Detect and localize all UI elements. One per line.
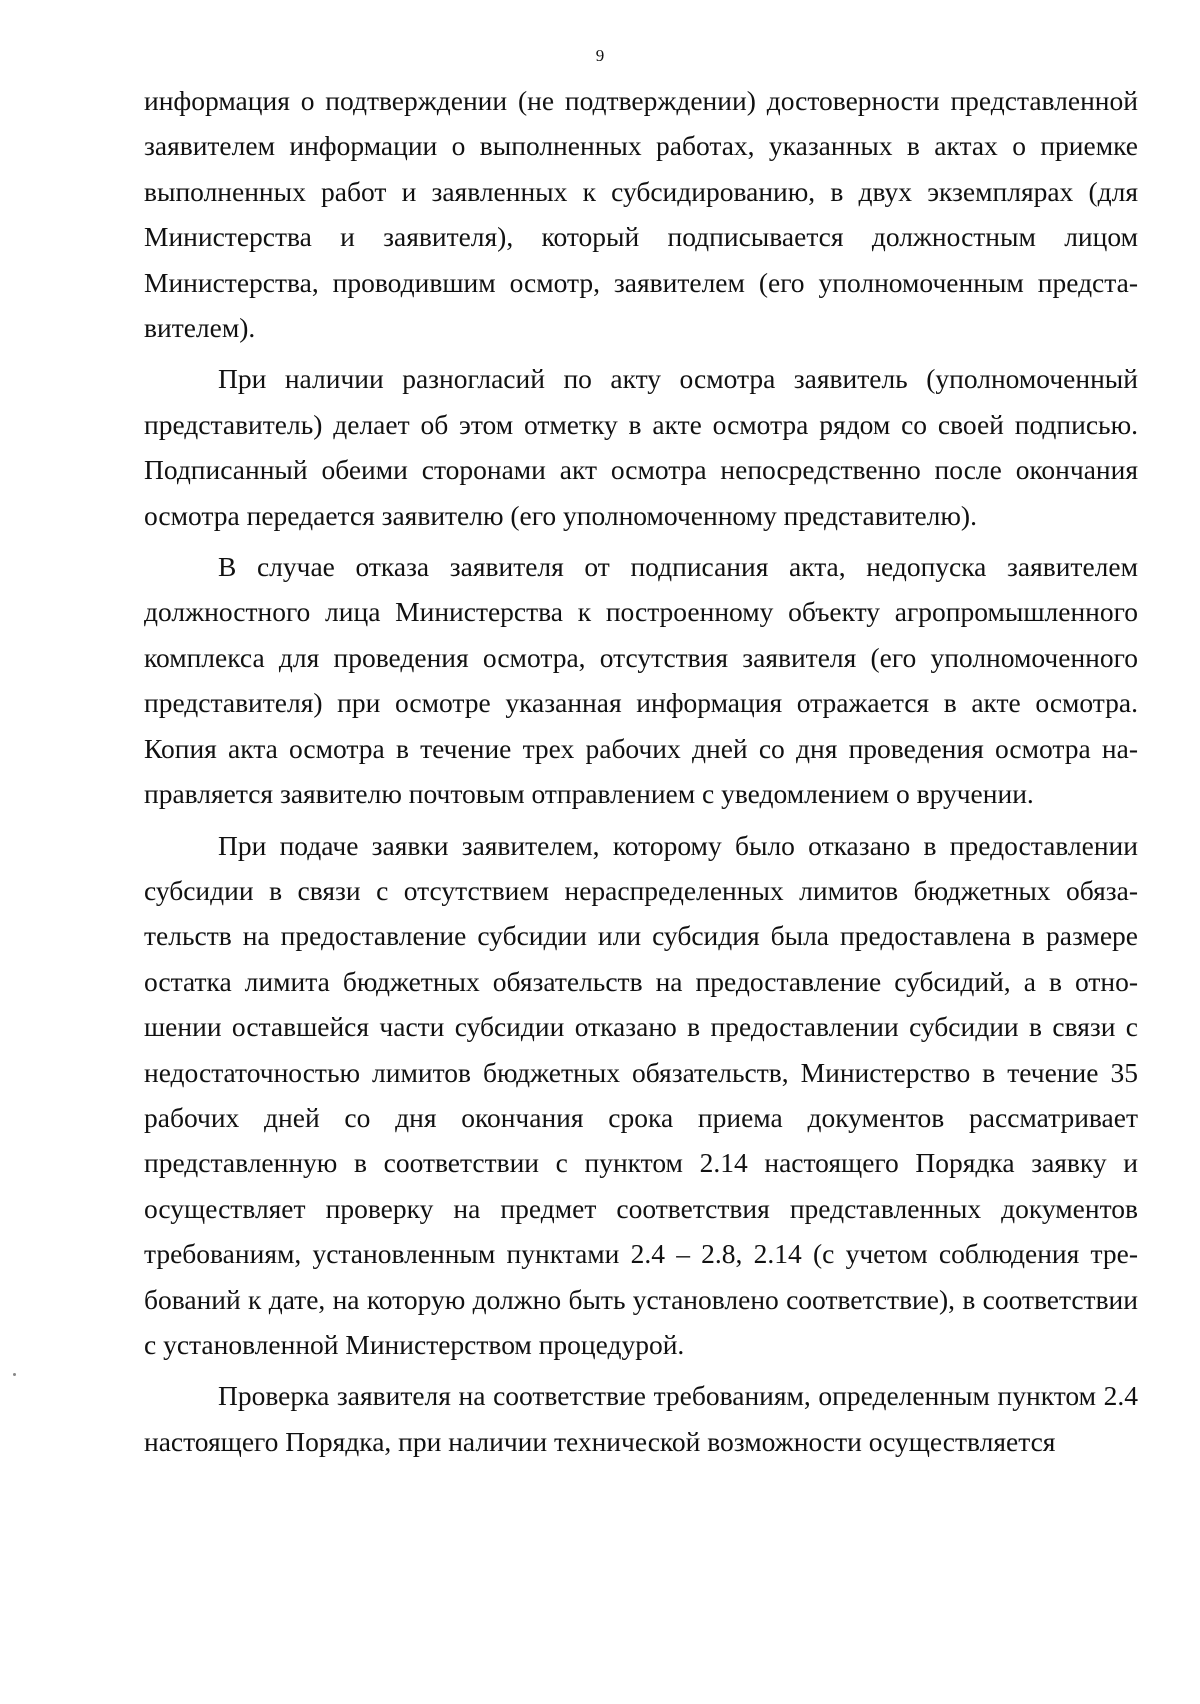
paragraph-1: информация о подтверждении (не подтверждении) достоверности представленной заявителем информации о выполненных работах, указанных в актах о приемке выполненных работ и заявленных к субсидированию, в двух экземплярах (для Министерства и заявителя), который подписывается должностным лицом Министерства, проводившим осмотр, заявителем (его уполномоченным представителем). [144, 85, 1138, 344]
page-number: 9 [595, 46, 605, 65]
scan-speck [13, 1373, 16, 1376]
body-text [144, 78, 1138, 1464]
paragraph-2: При наличии разногласий по акту осмотра заявитель (уполномоченный представитель) делает об этом отметку в акте осмотра рядом со своей подписью. Подписанный обеими сторонами акт осмотра непосредственно после окончания осмотра передается заявителю (его уполномоченному представителю). [144, 363, 1138, 531]
paragraph-3: В случае отказа заявителя от подписания акта, недопуска заявителем должностного лица Министерства к построенному объекту агропромышленного комплекса для проведения осмотра, отсутствия заявителя (его уполномоченного представителя) при осмотре указанная информация отражается в акте осмотра. Копия акта осмотра в течение трех рабочих дней со дня проведения осмотра направляется заявителю почтовым отправлением с уведомлением о вручении. [144, 551, 1138, 810]
paragraph-4: При подаче заявки заявителем, которому было отказано в предоставлении субсидии в связи с отсутствием нераспределенных лимитов бюджетных обязательств на предоставление субсидии или субсидия была предоставлена в размере остатка лимита бюджетных обязательств на предоставление субсидий, а в отношении оставшейся части субсидии отказано в предоставлении субсидии в связи с недостаточностью лимитов бюджетных обязательств, Министерство в течение 35 рабочих дней со дня окончания срока приема документов рассматривает представленную в соответствии с пунктом 2.14 настоящего Порядка заявку и осуществляет проверку на предмет соответствия представленных документов требованиям, установленным пунктами 2.4 – 2.8, 2.14 (с учетом соблюдения требований к дате, на которую должно быть установлено соответствие), в соответствии с установленной Министерством процедурой. [144, 829, 1138, 1360]
paragraph-5: Проверка заявителя на соответствие требованиям, определенным пунктом 2.4 настоящего Порядка, при наличии технической возможности осуществляется [144, 1380, 1138, 1457]
